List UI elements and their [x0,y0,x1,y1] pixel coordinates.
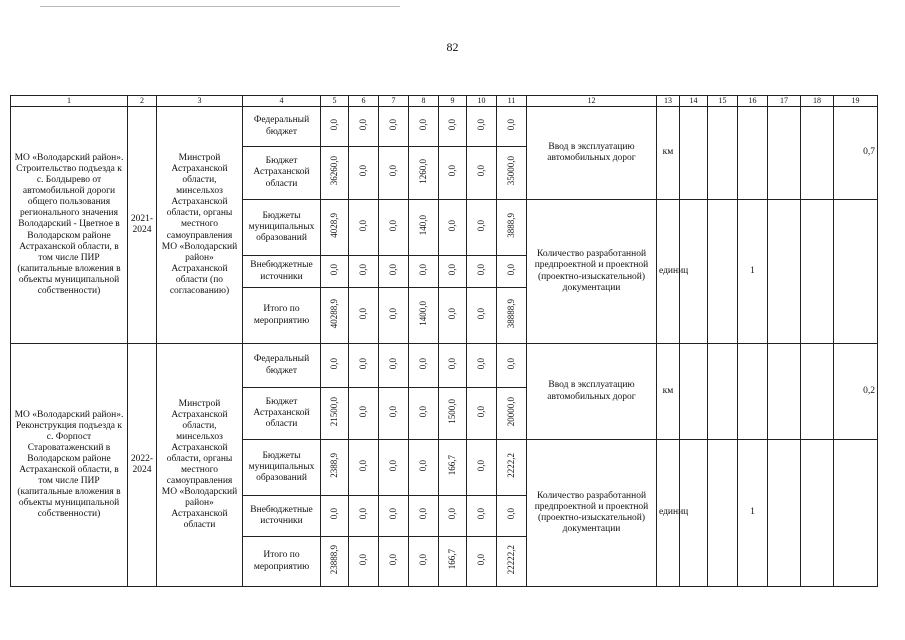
indicator-value [801,440,834,587]
indicator-value [738,107,768,200]
indicator-value [801,200,834,344]
measure-name: МО «Володарский район». Строительство подъезда к с. Болдырево от автомобильной дороги общего пользования регионального значения Володарский - Цветное в Володарском районе Астраханской области, в том числе ПИР (капитальные вложения в объекты муниципальной собственности) [11,107,128,344]
col-header: 2 [128,96,157,107]
amount-cell [379,256,409,288]
amount-value: 0,0 [506,118,517,131]
measure-executor: Минстрой Астраханской области, минсельхоз Астраханской области, органы местного самоуправления МО «Володарский район» Астраханской области (по согласованию) [157,107,243,344]
amount-cell [439,537,467,587]
amount-cell [467,200,497,256]
amount-cell [409,388,439,440]
amount-cell [409,496,439,537]
amount-value: 0,0 [358,165,369,177]
amount-cell [467,388,497,440]
amount-value: 0,0 [476,219,487,232]
amount-value: 0,0 [358,459,369,472]
amount-cell [349,256,379,288]
indicator-unit: единиц [657,200,680,344]
amount-value: 140,0 [418,215,429,236]
amount-cell [439,147,467,200]
amount-value: 0,0 [418,459,429,472]
amount-value: 0,0 [476,405,487,418]
indicator-unit: км [657,344,680,440]
amount-value: 0,0 [476,459,487,472]
indicator-value [680,107,708,200]
table-row [11,344,878,388]
indicator-value [768,200,801,344]
amount-value: 1260,0 [418,158,429,184]
col-header: 7 [379,96,409,107]
col-header: 12 [527,96,657,107]
amount-value: 0,0 [447,263,458,276]
amount-cell [349,200,379,256]
amount-cell [321,107,349,147]
amount-value: 40288,9 [329,298,340,329]
amount-value: 0,0 [418,508,429,520]
col-header: 3 [157,96,243,107]
amount-value: 1500,0 [447,399,458,424]
amount-value: 0,0 [388,263,399,276]
indicator-value [708,344,738,440]
amount-cell [497,288,527,344]
indicator-value [708,200,738,344]
amount-cell [321,440,349,496]
indicator-value [801,107,834,200]
funding-source: Бюджеты муниципальных образований [243,440,321,496]
amount-cell [379,147,409,200]
funding-source: Внебюджетные источники [243,256,321,288]
amount-value: 2222,2 [506,453,517,478]
amount-value: 0,0 [329,357,340,370]
amount-value: 0,0 [329,118,340,131]
col-header: 8 [409,96,439,107]
top-rule [40,6,400,7]
amount-value: 0,0 [418,553,429,566]
amount-value: 0,0 [358,263,369,276]
indicator-value [708,440,738,587]
amount-value: 3888,9 [506,213,517,238]
amount-cell [349,537,379,587]
amount-value: 0,0 [506,263,517,276]
col-header: 16 [738,96,768,107]
amount-cell [409,288,439,344]
amount-cell [379,107,409,147]
amount-cell [439,344,467,388]
indicator-name: Ввод в эксплуатацию автомобильных дорог [527,344,657,440]
amount-value: 0,0 [358,405,369,418]
amount-cell [409,147,439,200]
amount-cell [321,256,349,288]
amount-value: 0,0 [388,508,399,520]
amount-cell [439,288,467,344]
col-header: 19 [834,96,878,107]
amount-value: 0,0 [476,118,487,131]
amount-value: 0,0 [476,508,487,520]
amount-cell [467,496,497,537]
indicator-value [738,344,768,440]
amount-cell [497,147,527,200]
amount-cell [321,288,349,344]
amount-cell [349,440,379,496]
indicator-value [801,344,834,440]
col-header: 18 [801,96,834,107]
amount-value: 0,0 [506,357,517,370]
funding-source: Итого по мероприятию [243,288,321,344]
measure-name: МО «Володарский район». Реконструкция подъезда к с. Форпост Староватаженский в Володарском районе Астраханской области, в том числе ПИР (капитальные вложения в объекты муниципальной собственности) [11,344,128,587]
col-header: 6 [349,96,379,107]
measure-years: 2021-2024 [128,107,157,344]
amount-cell [379,496,409,537]
amount-cell [379,344,409,388]
funding-source: Федеральный бюджет [243,107,321,147]
amount-cell [439,256,467,288]
indicator-name: Ввод в эксплуатацию автомобильных дорог [527,107,657,200]
amount-value: 0,0 [329,263,340,276]
amount-cell [497,107,527,147]
amount-cell [379,440,409,496]
amount-cell [467,147,497,200]
indicator-name: Количество разработанной предпроектной и проектной (проектно-изыскательной) документации [527,440,657,587]
amount-cell [349,388,379,440]
amount-cell [497,388,527,440]
amount-cell [497,440,527,496]
amount-value: 23888,9 [329,544,340,575]
amount-value: 0,0 [447,357,458,370]
indicator-value [708,107,738,200]
amount-cell [321,200,349,256]
amount-value: 0,0 [418,118,429,131]
amount-cell [379,388,409,440]
col-header: 17 [768,96,801,107]
column-number-row [11,96,878,107]
funding-source: Бюджеты муниципальных образований [243,200,321,256]
amount-cell [321,147,349,200]
amount-value: 22222,2 [506,544,517,575]
indicator-value: 0,7 [834,107,878,200]
amount-cell [497,344,527,388]
amount-value: 35000,0 [506,156,517,186]
col-header: 15 [708,96,738,107]
amount-value: 0,0 [506,508,517,520]
amount-value: 0,0 [476,357,487,370]
col-header: 9 [439,96,467,107]
amount-value: 1400,0 [418,301,429,326]
amount-cell [439,107,467,147]
amount-value: 0,0 [358,118,369,131]
amount-cell [321,388,349,440]
amount-value: 0,0 [388,307,399,320]
measure-executor: Минстрой Астраханской области, минсельхоз Астраханской области, органы местного самоуправления МО «Володарский район» Астраханской области [157,344,243,587]
amount-cell [467,537,497,587]
amount-cell [321,496,349,537]
amount-value: 0,0 [476,307,487,320]
amount-value: 38888,9 [506,298,517,329]
amount-cell [321,537,349,587]
amount-cell [497,496,527,537]
amount-cell [439,496,467,537]
amount-value: 0,0 [447,219,458,232]
amount-value: 0,0 [358,307,369,320]
amount-value: 0,0 [447,165,458,177]
amount-cell [379,200,409,256]
amount-value: 0,0 [418,263,429,276]
measure-years: 2022-2024 [128,344,157,587]
amount-cell [409,256,439,288]
amount-value: 166,7 [447,549,458,570]
amount-cell [349,147,379,200]
amount-value: 0,0 [388,357,399,370]
amount-value: 0,0 [358,219,369,232]
amount-value: 4028,9 [329,213,340,238]
amount-value: 0,0 [447,508,458,520]
col-header: 1 [11,96,128,107]
col-header: 14 [680,96,708,107]
amount-cell [497,537,527,587]
col-header: 11 [497,96,527,107]
indicator-value [768,344,801,440]
amount-value: 0,0 [329,508,340,520]
amount-cell [467,256,497,288]
amount-value: 0,0 [418,357,429,370]
amount-value: 0,0 [447,307,458,320]
amount-value: 20000,0 [506,396,517,427]
program-table [10,95,878,587]
amount-value: 0,0 [388,118,399,131]
amount-cell [409,107,439,147]
col-header: 13 [657,96,680,107]
amount-cell [409,440,439,496]
amount-cell [409,344,439,388]
amount-value: 0,0 [418,405,429,418]
amount-cell [467,344,497,388]
amount-value: 0,0 [447,118,458,131]
amount-cell [349,344,379,388]
indicator-value [768,107,801,200]
amount-cell [349,496,379,537]
amount-value: 0,0 [388,219,399,232]
amount-cell [379,537,409,587]
funding-source: Федеральный бюджет [243,344,321,388]
amount-cell [439,388,467,440]
indicator-value: 0,2 [834,344,878,440]
amount-cell [497,200,527,256]
amount-cell [321,344,349,388]
amount-cell [467,440,497,496]
amount-cell [467,288,497,344]
amount-value: 0,0 [476,165,487,177]
funding-source: Бюджет Астраханской области [243,388,321,440]
indicator-unit: единиц [657,440,680,587]
amount-cell [349,107,379,147]
amount-value: 0,0 [476,553,487,566]
indicator-unit: км [657,107,680,200]
amount-value: 36260,0 [329,156,340,186]
col-header: 5 [321,96,349,107]
indicator-value [768,440,801,587]
page-number: 82 [446,40,459,54]
funding-source: Бюджет Астраханской области [243,147,321,200]
indicator-value: 1 [738,440,768,587]
amount-value: 21500,0 [329,396,340,427]
indicator-value [834,440,878,587]
amount-value: 0,0 [358,508,369,520]
amount-cell [409,537,439,587]
amount-value: 0,0 [388,405,399,418]
amount-value: 2388,9 [329,453,340,478]
amount-cell [439,440,467,496]
amount-value: 0,0 [358,357,369,370]
col-header: 10 [467,96,497,107]
table-row [11,107,878,147]
amount-cell [409,200,439,256]
indicator-value: 1 [738,200,768,344]
amount-value: 0,0 [476,263,487,276]
amount-value: 0,0 [358,553,369,566]
funding-source: Итого по мероприятию [243,537,321,587]
indicator-value [680,344,708,440]
funding-source: Внебюджетные источники [243,496,321,537]
amount-cell [349,288,379,344]
col-header: 4 [243,96,321,107]
amount-value: 0,0 [388,459,399,472]
indicator-name: Количество разработанной предпроектной и проектной (проектно-изыскательной) документации [527,200,657,344]
indicator-value [834,200,878,344]
amount-value: 0,0 [388,165,399,177]
amount-cell [497,256,527,288]
amount-cell [439,200,467,256]
amount-cell [379,288,409,344]
amount-cell [467,107,497,147]
amount-value: 0,0 [388,553,399,566]
amount-value: 166,7 [447,455,458,476]
